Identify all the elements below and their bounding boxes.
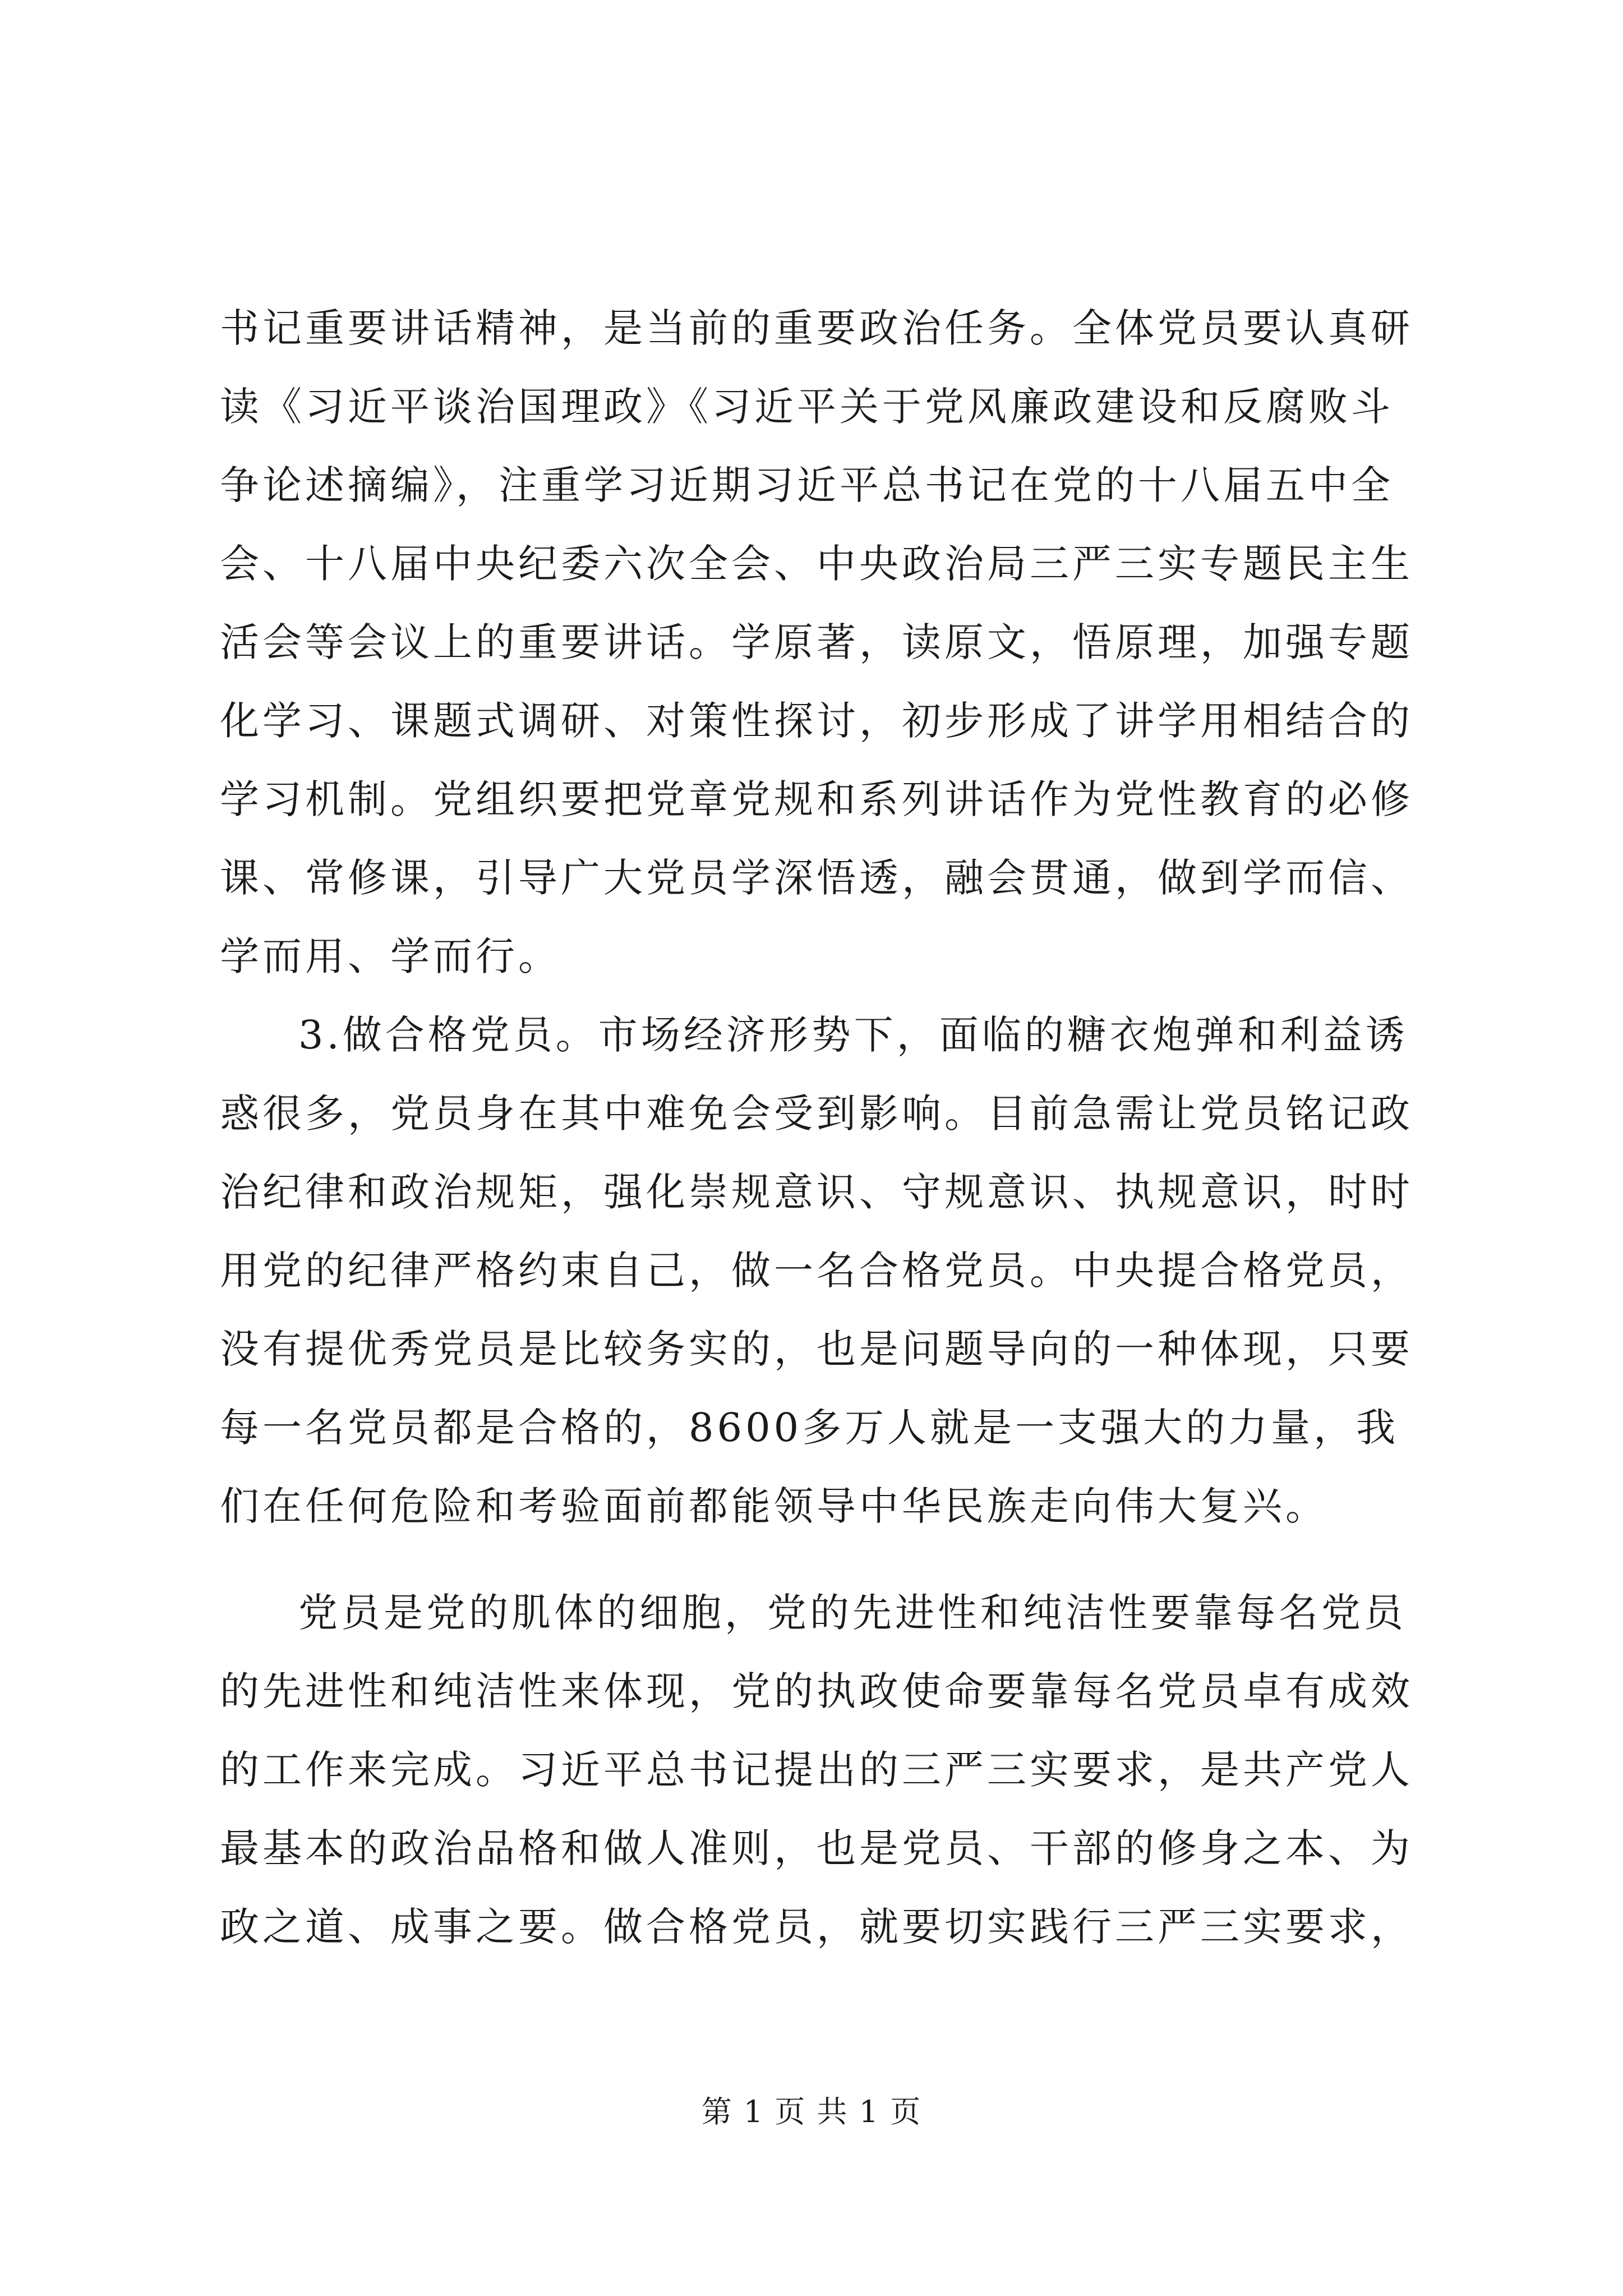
paragraph1-line-1: 书记重要讲话精神，是当前的重要政治任务。全体党员要认真研 (220, 305, 1413, 351)
paragraph3-line-3: 的工作来完成。习近平总书记提出的三严三实要求，是共产党人 (220, 1747, 1413, 1793)
paragraph2-line-5: 没有提优秀党员是比较务实的，也是问题导向的一种体现，只要 (220, 1326, 1413, 1372)
paragraph2-line-1: 3.做合格党员。市场经济形势下，面临的糖衣炮弹和利益诱 (298, 1012, 1408, 1058)
paragraph3-line-5: 政之道、成事之要。做合格党员，就要切实践行三严三实要求， (220, 1904, 1413, 1950)
paragraph2-line-7: 们在任何危险和考验面前都能领导中华民族走向伟大复兴。 (220, 1483, 1328, 1529)
paragraph3-line-1: 党员是党的肌体的细胞，党的先进性和纯洁性要靠每名党员 (298, 1590, 1407, 1636)
paragraph2-line-4: 用党的纪律严格约束自己，做一名合格党员。中央提合格党员， (220, 1248, 1413, 1294)
paragraph1-line-6: 化学习、课题式调研、对策性探讨，初步形成了讲学用相结合的 (220, 698, 1413, 744)
paragraph1-line-3: 争论述摘编》，注重学习近期习近平总书记在党的十八届五中全 (220, 462, 1394, 508)
paragraph2-line-3: 治纪律和政治规矩，强化崇规意识、守规意识、执规意识，时时 (220, 1169, 1413, 1215)
paragraph1-line-9: 学而用、学而行。 (220, 933, 561, 979)
paragraph3-line-4: 最基本的政治品格和做人准则，也是党员、干部的修身之本、为 (220, 1825, 1413, 1871)
page-number-footer: 第 1 页 共 1 页 (701, 2094, 922, 2129)
paragraph2-line-2: 惑很多，党员身在其中难免会受到影响。目前急需让党员铭记政 (220, 1091, 1413, 1137)
paragraph3-line-2: 的先进性和纯洁性来体现，党的执政使命要靠每名党员卓有成效 (220, 1668, 1413, 1714)
paragraph1-line-5: 活会等会议上的重要讲话。学原著，读原文，悟原理，加强专题 (220, 619, 1413, 665)
paragraph2-line-6: 每一名党员都是合格的，8600多万人就是一支强大的力量，我 (220, 1405, 1399, 1451)
paragraph1-line-2: 读《习近平谈治国理政》《习近平关于党风廉政建设和反腐败斗 (220, 384, 1394, 430)
paragraph1-line-7: 学习机制。党组织要把党章党规和系列讲话作为党性教育的必修 (220, 776, 1413, 822)
paragraph1-line-8: 课、常修课，引导广大党员学深悟透，融会贯通，做到学而信、 (220, 855, 1413, 901)
paragraph1-line-4: 会、十八届中央纪委六次全会、中央政治局三严三实专题民主生 (220, 541, 1413, 587)
